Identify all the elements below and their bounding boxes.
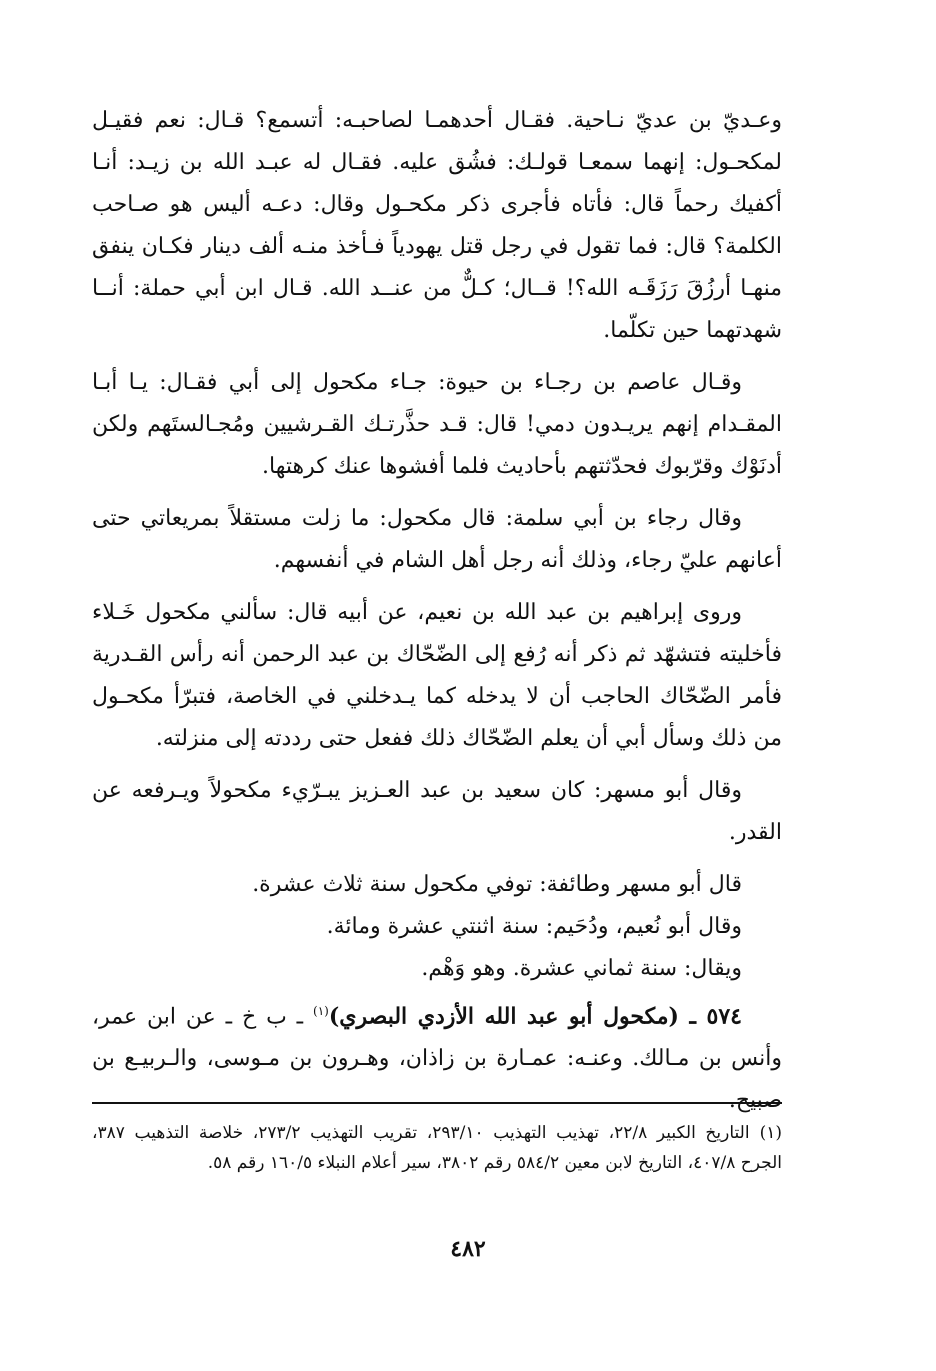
paragraph-4: وروى إبراهيم بن عبد الله بن نعيم، عن أبيه قال: سألني مكحول خَـلاء فأخليته فتشهّد ثم ذكر أنه رُفع إلى الضّحّاك بن عبد الرحمن أنه رأس القـدرية فأمر الضّحّاك الحاجب أن لا يدخله كما يـدخلني في الخاصة، فتبرّأ مكحـول من ذلك وسأل أبي أن يعلم الضّحّاك ذلك ففعل حتى رددته إلى منزلته. — [92, 600, 783, 751]
footnotes — [92, 1118, 782, 1178]
paragraph-3: وقال رجاء بن أبي سلمة: قال مكحول: ما زلت مستقلاً بمريعاتي حتى أعانهم عليّ رجاء، وذلك أنه رجل أهل الشام في أنفسهم. — [92, 506, 782, 573]
footnote-number: (١) — [759, 1123, 782, 1143]
entry-text: ـ ب خ ـ عن ابن عمر، وأنس بن مـالك. وعنـه: عمـارة بن زاذان، وهـرون بن مـوسى، والـربيـع بن صبيح. — [92, 1004, 782, 1114]
footnote-marker[interactable]: (١) — [313, 1004, 329, 1018]
footnote-divider — [92, 1102, 782, 1104]
page-number: ٤٨٢ — [450, 1236, 486, 1262]
paragraph-2: وقـال عاصم بن رجـاء بن حيوة: جـاء مكحول إلى أبي فقـال: يـا أبـا المقـدام إنهم يريـدون دمي! قال: قـد حذَّرتـك القـرشيين ومُجـالستَهم ولكن أدنَوْك وقرّبوك فحدّثتهم بأحاديث فلما أفشوها عنك كرهتها. — [92, 370, 782, 479]
date-line-3: ويقال: سنة ثماني عشرة. وهو وَهْم. — [421, 956, 742, 981]
death-date-lines — [92, 864, 782, 990]
footnote-text: التاريخ الكبير ٢٢/٨، تهذيب التهذيب ٢٩٣/١٠، تقريب التهذيب ٢٧٣/٢، خلاصة التذهيب ٣٨٧، الجرح ٤٠٧/٨، التاريخ لابن معين ٥٨٤/٢ رقم ٣٨٠٢، سير أعلام النبلاء ١٦٠/٥ رقم ٥٨. — [92, 1123, 782, 1173]
entry-heading: ٥٧٤ ـ (مكحول أبو عبد الله الأزدي البصري) — [328, 1003, 742, 1030]
paragraph-1: وعـديّ بن عديّ نـاحية. فقـال أحدهمـا لصاحبـه: أتسمع؟ قـال: نعم فقيـل لمكحـول: إنهما سمعـا قولـك: فشُق عليه. فقـال له عبـد الله بن زيـد: أنـا أكفيك رحماً قال: فأتاه فأجرى ذكر مكحـول وقال: دعـه أليس هو صـاحب الكلمة؟ قال: فما تقول في رجل قتل يهودياً فـأخذ منـه ألف دينار فكـان ينفق منهـا أرزُقَ رَزَقَـه الله؟! قــال؛ كـلٌّ من عنــد الله. قـال ابن أبي حملة: أنــا شهدتهما حين تكلّما. — [92, 108, 782, 343]
date-line-2: وقال أبو نُعيم، ودُحَيم: سنة اثنتي عشرة ومائة. — [326, 914, 742, 939]
page-body — [92, 100, 782, 1122]
date-line-1: قال أبو مسهر وطائفة: توفي مكحول سنة ثلاث عشرة. — [252, 872, 742, 897]
paragraph-5: وقال أبو مسهر: كان سعيد بن عبد العـزيز يبـرّيء مكحولاً ويـرفعه عن القدر. — [92, 778, 782, 845]
